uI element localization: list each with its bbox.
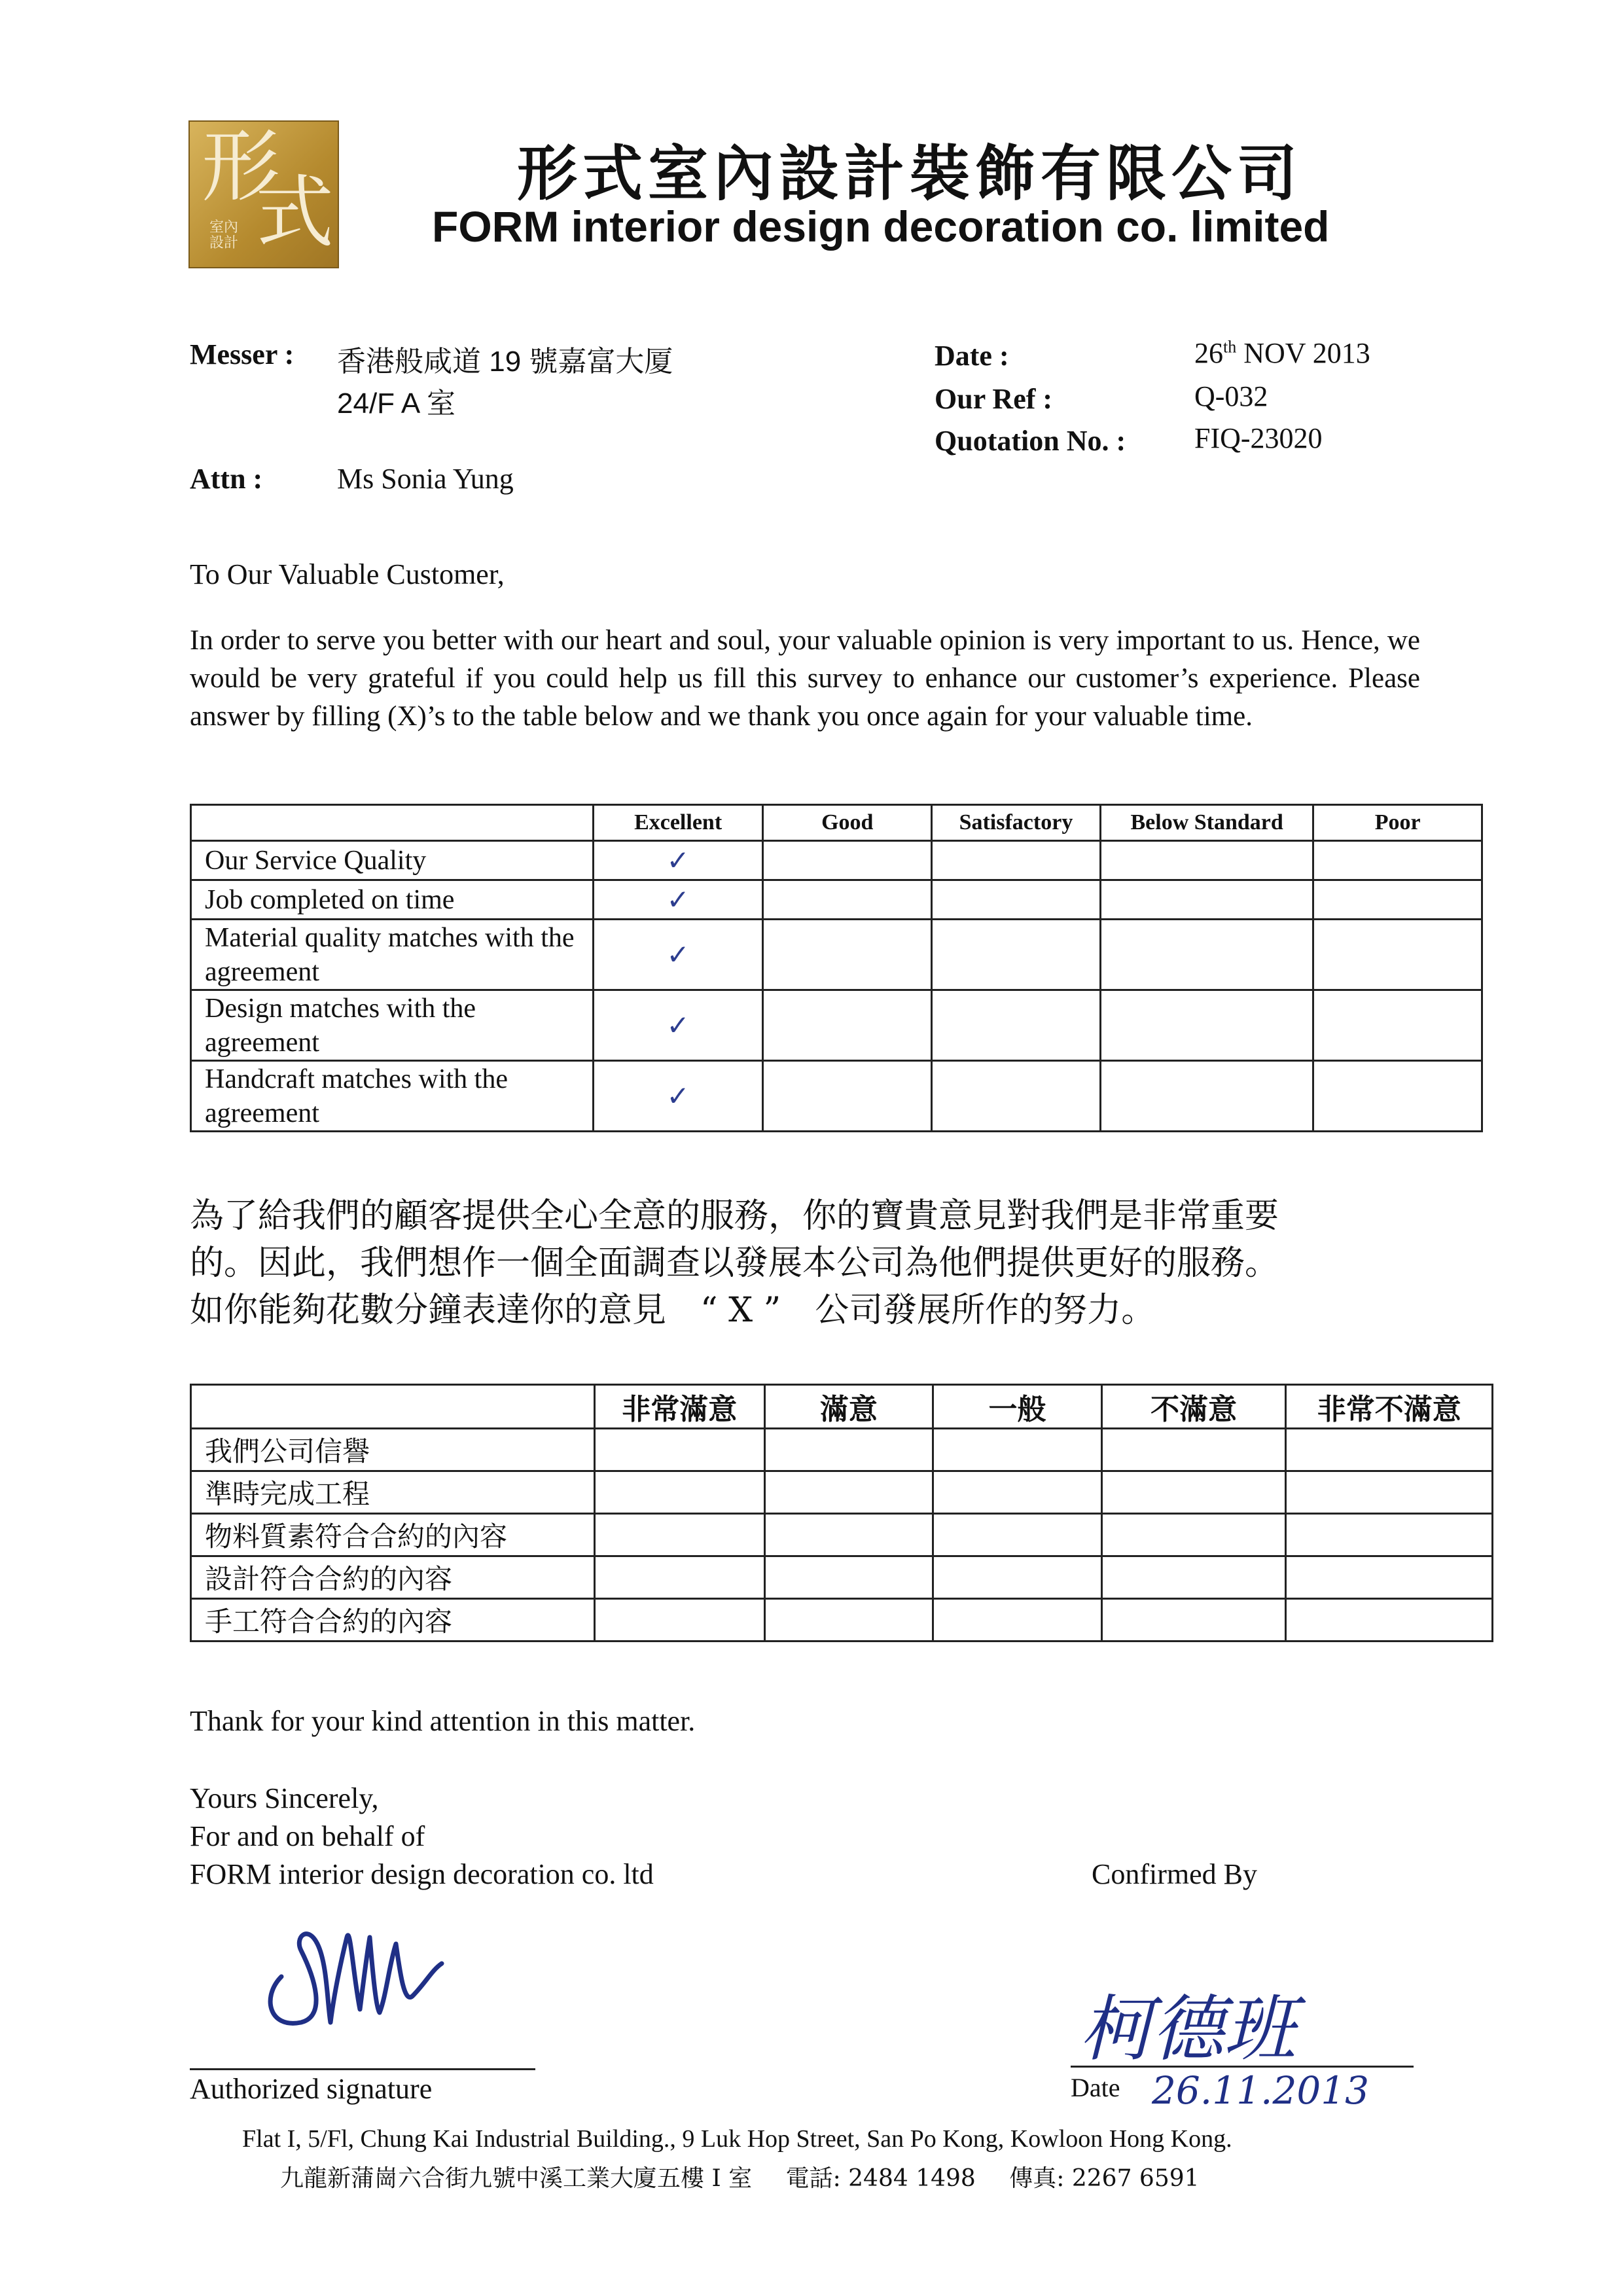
footer-address-cn-text: 九龍新蒲崗六合街九號中溪工業大廈五樓 I 室 [280,2165,753,2192]
logo-glyph: 形 [202,122,280,213]
column-header: Poor [1313,805,1482,841]
row-label: 我們公司信譽 [191,1429,595,1471]
empty-cell[interactable] [932,1061,1101,1132]
column-header: Good [763,805,932,841]
empty-cell[interactable] [932,880,1101,920]
empty-cell[interactable] [764,1471,933,1514]
row-label: 手工符合合約的內容 [191,1599,595,1641]
empty-cell[interactable] [932,841,1101,880]
empty-cell[interactable] [594,1599,764,1641]
table-row [191,1599,1493,1641]
survey-table-en [190,804,1483,1132]
attn-value: Ms Sonia Yung [337,463,514,495]
table-row [191,990,1482,1061]
empty-cell[interactable] [1100,1061,1313,1132]
empty-cell[interactable] [933,1471,1102,1514]
row-label: Job completed on time [191,880,594,920]
footer-tel: 電話: 2484 1498 [785,2165,976,2192]
table-header-blank [191,1385,595,1429]
table-row [191,880,1482,920]
logo-glyph: 式 [255,168,334,259]
empty-cell[interactable] [763,841,932,880]
intro-paragraph-en: In order to serve you better with our heart and soul, your valuable opinion is very important to us. Hence, we would be very grateful if you could help us fill this survey to enhance our customer’s experience. Please answer by filling (X)’s to the table below and we thank you once again for your valuable time. [190,625,1420,732]
intro-cn-line: 為了給我們的顧客提供全心全意的服務，你的寶貴意見對我們是非常重要 [190,1196,1279,1236]
table-row [191,841,1482,880]
empty-cell[interactable] [1101,1599,1286,1641]
empty-cell[interactable] [932,920,1101,990]
survey-table-cn [190,1384,1493,1642]
authorized-signature-scribble [255,1898,452,2042]
table-row [191,1556,1493,1599]
empty-cell[interactable] [1286,1514,1493,1556]
our-ref-value: Q-032 [1194,380,1268,412]
messer-line2: 24/F A 室 [337,387,455,420]
empty-cell[interactable] [1313,880,1482,920]
greeting: To Our Valuable Customer, [190,558,505,590]
empty-cell[interactable] [594,1429,764,1471]
our-ref-label: Our Ref : [935,383,1053,415]
footer-fax: 傳真: 2267 6591 [1009,2165,1200,2192]
empty-cell[interactable] [763,990,932,1061]
empty-cell[interactable] [1286,1471,1493,1514]
table-header-row [191,1385,1493,1429]
check-mark: ✓ [593,841,763,880]
empty-cell[interactable] [1313,920,1482,990]
empty-cell[interactable] [594,1471,764,1514]
empty-cell[interactable] [1286,1556,1493,1599]
column-header: Satisfactory [932,805,1101,841]
messer-line1: 香港般咸道 19 號嘉富大厦 [337,346,673,378]
row-label: 準時完成工程 [191,1471,595,1514]
thanks-text: Thank for your kind attention in this matter. [190,1705,696,1737]
check-mark: ✓ [593,1061,763,1132]
row-label: 物料質素符合合約的內容 [191,1514,595,1556]
empty-cell[interactable] [933,1599,1102,1641]
messer-label: Messer : [190,338,294,370]
empty-cell[interactable] [1313,1061,1482,1132]
empty-cell[interactable] [763,1061,932,1132]
column-header: Below Standard [1100,805,1313,841]
empty-cell[interactable] [1101,1429,1286,1471]
empty-cell[interactable] [764,1599,933,1641]
client-date-label: Date [1071,2073,1120,2102]
table-row [191,1061,1482,1132]
confirmed-by-label: Confirmed By [1092,1858,1257,1890]
empty-cell[interactable] [932,990,1101,1061]
row-label: Design matches with the agreement [191,990,594,1061]
check-mark: ✓ [593,990,763,1061]
quotation-label: Quotation No. : [935,425,1126,457]
empty-cell[interactable] [594,1556,764,1599]
column-header: 滿意 [764,1385,933,1429]
date-label: Date : [935,340,1009,372]
footer-address-en: Flat I, 5/Fl, Chung Kai Industrial Building., 9 Luk Hop Street, San Po Kong, Kowloon Hong Kong. [242,2125,1232,2153]
check-mark: ✓ [593,920,763,990]
empty-cell[interactable] [1100,880,1313,920]
table-row [191,1514,1493,1556]
column-header: Excellent [593,805,763,841]
quotation-value: FIQ-23020 [1194,422,1323,454]
empty-cell[interactable] [933,1429,1102,1471]
empty-cell[interactable] [763,880,932,920]
column-header: 一般 [933,1385,1102,1429]
empty-cell[interactable] [763,920,932,990]
empty-cell[interactable] [1286,1429,1493,1471]
empty-cell[interactable] [594,1514,764,1556]
intro-cn-line: 如你能夠花數分鐘表達你的意見 “ X ” 公司發展所作的努力。 [190,1291,1156,1330]
logo-small-text: 室內 設計 [209,219,239,252]
intro-paragraph-cn [190,1193,1279,1334]
client-signature-line [1071,2066,1414,2068]
client-signature: 柯德班 [1080,1987,1296,2071]
check-mark: ✓ [593,880,763,920]
company-logo [188,120,339,268]
authorized-signature-label: Authorized signature [190,2073,433,2105]
table-row [191,1429,1493,1471]
row-label: Handcraft matches with the agreement [191,1061,594,1132]
intro-cn-line: 的。因此，我們想作一個全面調查以發展本公司為他們提供更好的服務。 [190,1244,1279,1283]
row-label: 設計符合合約的內容 [191,1556,595,1599]
empty-cell[interactable] [1101,1514,1286,1556]
attn-label: Attn : [190,463,263,495]
empty-cell[interactable] [1100,920,1313,990]
company-name-cn: 形式室內設計裝飾有限公司 [517,138,1303,209]
date-value: 26th NOV 2013 [1194,337,1370,369]
empty-cell[interactable] [933,1556,1102,1599]
empty-cell[interactable] [1101,1471,1286,1514]
empty-cell[interactable] [1286,1599,1493,1641]
table-row [191,1471,1493,1514]
table-row [191,920,1482,990]
empty-cell[interactable] [764,1514,933,1556]
client-date-handwritten: 26.11.2013 [1152,2068,1370,2113]
company-name-en: FORM interior design decoration co. limited [432,202,1330,251]
table-header-blank [191,805,594,841]
empty-cell[interactable] [764,1429,933,1471]
company-short-name: FORM interior design decoration co. ltd [190,1858,654,1890]
empty-cell[interactable] [1313,841,1482,880]
table-header-row [191,805,1482,841]
sincerely-text: Yours Sincerely, [190,1782,379,1814]
empty-cell[interactable] [933,1514,1102,1556]
authorized-signature-line [190,2068,535,2070]
column-header: 非常不滿意 [1286,1385,1493,1429]
column-header: 非常滿意 [594,1385,764,1429]
row-label: Our Service Quality [191,841,594,880]
footer-address-cn [280,2160,1200,2193]
behalf-text: For and on behalf of [190,1820,425,1852]
empty-cell[interactable] [1101,1556,1286,1599]
empty-cell[interactable] [764,1556,933,1599]
empty-cell[interactable] [1100,841,1313,880]
row-label: Material quality matches with the agreement [191,920,594,990]
empty-cell[interactable] [1313,990,1482,1061]
column-header: 不滿意 [1101,1385,1286,1429]
empty-cell[interactable] [1100,990,1313,1061]
